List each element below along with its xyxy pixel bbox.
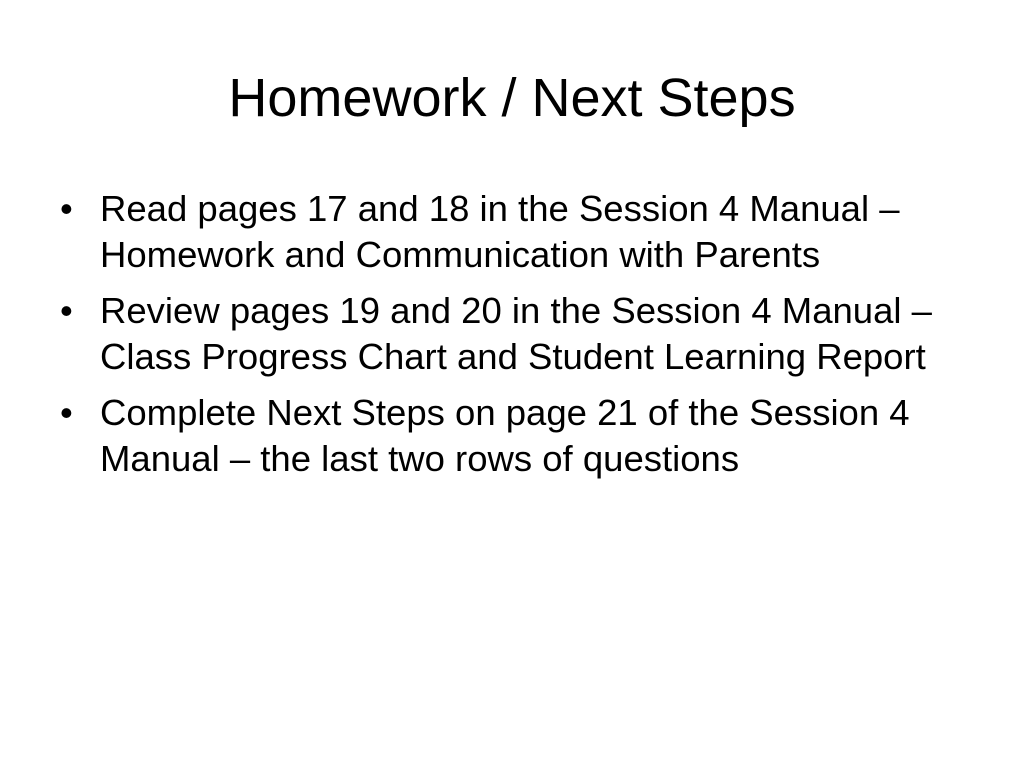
slide-title: Homework / Next Steps xyxy=(228,68,796,128)
bullet-text: Read pages 17 and 18 in the Session 4 Manual – Homework and Communication with Parents xyxy=(100,188,900,275)
bullet-item xyxy=(60,288,960,380)
bullet-marker: • xyxy=(60,392,73,433)
bullet-item xyxy=(60,390,960,482)
bullet-item xyxy=(60,186,960,278)
bullet-text: Review pages 19 and 20 in the Session 4 Manual – Class Progress Chart and Student Learning Report xyxy=(100,290,932,377)
bullet-list xyxy=(60,186,960,492)
bullet-marker: • xyxy=(60,290,73,331)
bullet-text: Complete Next Steps on page 21 of the Session 4 Manual – the last two rows of questions xyxy=(100,392,910,479)
bullet-marker: • xyxy=(60,188,73,229)
